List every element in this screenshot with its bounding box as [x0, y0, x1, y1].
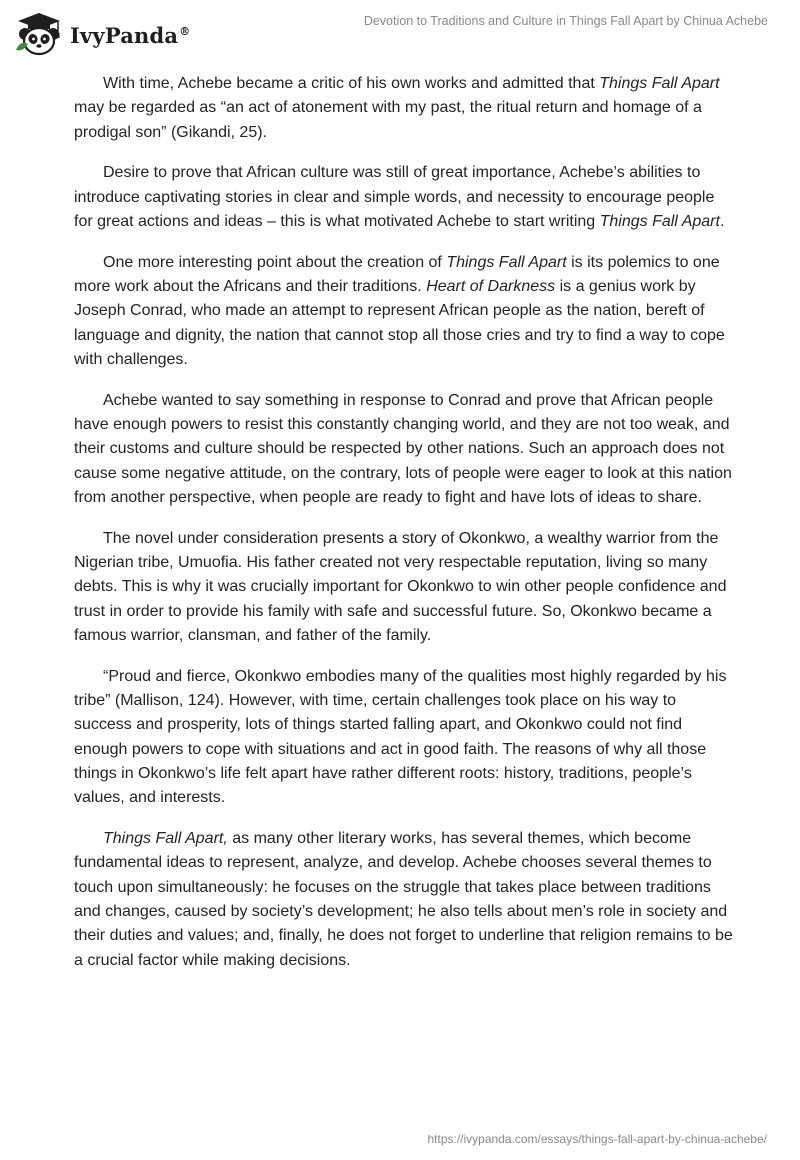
paragraph-text: is a genius work by Joseph Conrad, who made an attempt to represent African people as the nation, bereft of language and dignity, the nation that cannot stop all those cries and try to find a way to cope with challenges. — [74, 278, 725, 368]
paragraph-text: With time, Achebe became a critic of his own works and admitted that — [103, 75, 600, 92]
essay-body — [74, 72, 734, 989]
italic-title-text: Things Fall Apart — [446, 253, 567, 271]
paragraph-text: as many other literary works, has several themes, which become fundamental ideas to represent, analyze, and develop. Achebe chooses several themes to touch upon simultaneously: he focuses on the struggle that takes place between traditions and changes, caused by society’s development; he also tells about men’s role in society and their duties and values; and, finally, he does not forget to underline that religion remains to be a crucial factor while making decisions. — [74, 830, 733, 969]
paragraph-text: . — [719, 212, 725, 230]
brand-name — [70, 23, 190, 48]
paragraph-text: is its polemics to one more work about the Africans and their traditions. — [74, 253, 720, 296]
source-url-link[interactable]: https://ivypanda.com/essays/things-fall-apart-by-chinua-achebe/ — [427, 1132, 767, 1146]
page-header — [0, 0, 800, 70]
italic-title-text: Things Fall Apart — [599, 75, 720, 92]
essay-paragraph — [74, 161, 734, 234]
brand-logo[interactable] — [14, 10, 190, 56]
paragraph-text: Desire to prove that African culture was still of great importance, Achebe’s abilities to introduce captivating stories in clear and simple words, and necessity to encourage people for great actions and ideas – this is what motivated Achebe to start writing — [74, 164, 715, 230]
paragraph-text: may be regarded as “an act of atonement with my past, the ritual return and homage of a prodigal son” (Gikandi, 25). — [74, 99, 702, 141]
essay-paragraph — [74, 827, 734, 973]
paragraph-text: One more interesting point about the creation of — [103, 253, 447, 271]
italic-title-text: Things Fall Apart — [599, 212, 720, 230]
document-title: Devotion to Traditions and Culture in Things Fall Apart by Chinua Achebe — [363, 14, 768, 28]
registered-mark: ® — [179, 24, 191, 38]
italic-title-text: Things Fall Apart, — [103, 830, 228, 848]
essay-paragraph — [74, 665, 734, 811]
italic-title-text: Heart of Darkness — [426, 278, 556, 296]
essay-paragraph — [74, 72, 734, 145]
essay-paragraph — [74, 527, 734, 648]
panda-graduate-logo-icon — [14, 10, 64, 56]
essay-paragraph — [74, 251, 734, 372]
essay-paragraph — [74, 389, 734, 510]
paragraph-text: “Proud and fierce, Okonkwo embodies many of the qualities most highly regarded by his tribe” (Mallison, 124). However, with time, certain challenges took place on his way to success and prosperity, lots of things started falling apart, and Okonkwo could not find enough powers to cope with situations and act in good faith. The reasons of why all those things in Okonkwo’s life felt apart have rather different roots: history, traditions, people’s values, and interests. — [74, 667, 727, 807]
paragraph-text: The novel under consideration presents a story of Okonkwo, a wealthy warrior from the Nigerian tribe, Umuofia. His father created not very respectable reputation, living so many debts. This is why it was crucially important for Okonkwo to win other people confidence and trust in order to provide his family with safe and successful future. So, Okonkwo became a famous warrior, clansman, and father of the family. — [74, 529, 727, 644]
brand-name-text: IvyPanda — [70, 22, 179, 48]
paragraph-text: Achebe wanted to say something in response to Conrad and prove that African people have enough powers to resist this constantly changing world, and they are not too weak, and their customs and culture should be respected by other nations. Such an approach does not cause some negative attitude, on the contrary, lots of people were eager to look at this nation from another perspective, when people are ready to fight and have lots of ideas to share. — [74, 391, 732, 506]
